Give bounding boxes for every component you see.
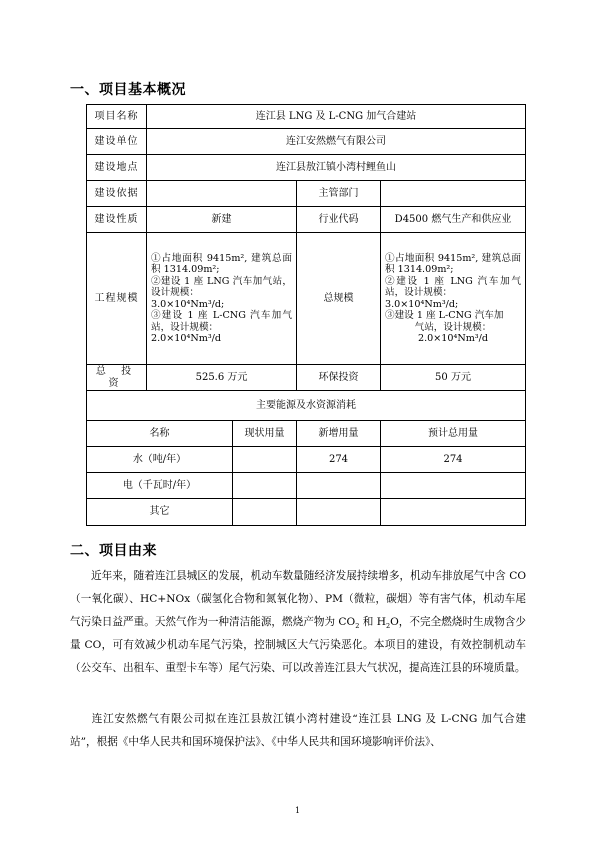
paragraph-text: 近年来，随着连江县城区的发展，机动车数量随经济发展持续增多，机动车排放尾气中含 CO（一氧化碳）、HC+NOx（碳氢化合物和氮氧化物）、PM（微粒，碳烟）等有害气体，机动车尾气污染日益严重。天然气作为一种清洁能源，燃烧产物为 CO <box>70 570 526 628</box>
section-title-origin: 二、项目由来 <box>70 543 157 559</box>
table-row <box>87 155 526 181</box>
scale-left-line: ①占地面积 9415m², 建筑总面积 1314.09m²; <box>151 252 292 275</box>
nature-value: 新建 <box>147 207 297 233</box>
site-label: 建设地点 <box>87 155 147 181</box>
table-row <box>87 447 526 473</box>
scale-right-line: 3.0×10⁴Nm³/d; <box>385 298 459 310</box>
invest-value: 525.6 万元 <box>147 365 297 391</box>
table-row <box>87 105 526 129</box>
paragraph-background <box>70 565 526 680</box>
scale-right-value <box>381 233 526 365</box>
basis-value <box>147 181 297 207</box>
scale-label: 工程规模 <box>87 233 147 365</box>
res-cell-current <box>233 499 297 526</box>
basis-label: 建设依据 <box>87 181 147 207</box>
table-row <box>87 365 526 391</box>
res-cell-total: 274 <box>381 447 526 473</box>
total-scale-label: 总规模 <box>297 233 381 365</box>
table-row <box>87 207 526 233</box>
scale-left-line: ③建设 1 座 L-CNG 汽车加气站，设计规模： <box>151 310 292 333</box>
scale-left-line: 2.0×10⁴Nm³/d <box>151 333 222 344</box>
page-number: 1 <box>294 806 301 815</box>
res-cell-new: 274 <box>297 447 381 473</box>
paragraph-text: 和 H <box>359 616 386 628</box>
paragraph-text: 连江安然燃气有限公司拟在连江县敖江镇小湾村建设“连江县 LNG 及 L-CNG 加气合建站”，根据《中华人民共和国环境保护法》、《中华人民共和国环境影响评价法》、 <box>70 713 526 748</box>
env-invest-label: 环保投资 <box>297 365 381 391</box>
res-cell-current <box>233 473 297 499</box>
res-header-current: 现状用量 <box>233 421 297 447</box>
builder-label: 建设单位 <box>87 129 147 155</box>
builder-value: 连江安然燃气有限公司 <box>147 129 526 155</box>
project-name-label: 项目名称 <box>87 105 147 129</box>
paragraph-text: O，不完全燃烧时生成物含少量 CO，可有效减少机动车尾气污染，控制城区大气污染恶化。本项目的建设，有效控制机动车（公交车、出租车、重型卡车等）尾气污染、可以改善连江县大气状况，提高连江县的环境质量。 <box>70 616 526 674</box>
table-row <box>87 499 526 526</box>
res-header-total: 预计总用量 <box>381 421 526 447</box>
res-cell-name: 电（千瓦时/年） <box>87 473 233 499</box>
industry-label: 行业代码 <box>297 207 381 233</box>
res-cell-new <box>297 473 381 499</box>
scale-right-line: 气站，设计规模： <box>414 321 492 333</box>
res-cell-new <box>297 499 381 526</box>
env-invest-value: 50 万元 <box>381 365 526 391</box>
table-row <box>87 181 526 207</box>
scale-right-line: ①占地面积 9415m², 建筑总面积 1314.09m²; <box>385 252 522 275</box>
authority-value <box>381 181 526 207</box>
site-value: 连江县敖江镇小湾村鲤鱼山 <box>147 155 526 181</box>
res-header-new: 新增用量 <box>297 421 381 447</box>
table-row <box>87 233 526 365</box>
nature-label: 建设性质 <box>87 207 147 233</box>
invest-label: 总 投 资 <box>87 365 147 391</box>
resources-title: 主要能源及水资源消耗 <box>87 391 526 421</box>
subscript: 2 <box>385 622 391 631</box>
res-cell-name: 水（吨/年） <box>87 447 233 473</box>
table-row <box>87 421 526 447</box>
scale-right-line: 2.0×10⁴Nm³/d <box>417 333 489 344</box>
table-row <box>87 391 526 421</box>
scale-left-value <box>147 233 297 365</box>
res-cell-total <box>381 499 526 526</box>
scale-left-line: ②建设 1 座 LNG 汽车加气站，设计规模： <box>151 275 292 298</box>
project-info-table <box>86 104 526 526</box>
res-header-name: 名称 <box>87 421 233 447</box>
paragraph-project <box>70 708 526 754</box>
scale-right-line: ②建设 1 座 LNG 汽车加气站，设计规模： <box>385 275 522 298</box>
authority-label: 主管部门 <box>297 181 381 207</box>
section-title-overview: 一、项目基本概况 <box>70 82 186 98</box>
table-row <box>87 129 526 155</box>
industry-value: D4500 燃气生产和供应业 <box>381 207 526 233</box>
res-cell-name: 其它 <box>87 499 233 526</box>
scale-left-line: 3.0×10⁴Nm³/d; <box>151 298 225 310</box>
project-name-value: 连江县 LNG 及 L-CNG 加气合建站 <box>147 105 526 129</box>
table-row <box>87 473 526 499</box>
res-cell-current <box>233 447 297 473</box>
scale-right-line: ③建设 1 座 L-CNG 汽车加 <box>385 310 504 321</box>
res-cell-total <box>381 473 526 499</box>
subscript: 2 <box>355 622 360 631</box>
